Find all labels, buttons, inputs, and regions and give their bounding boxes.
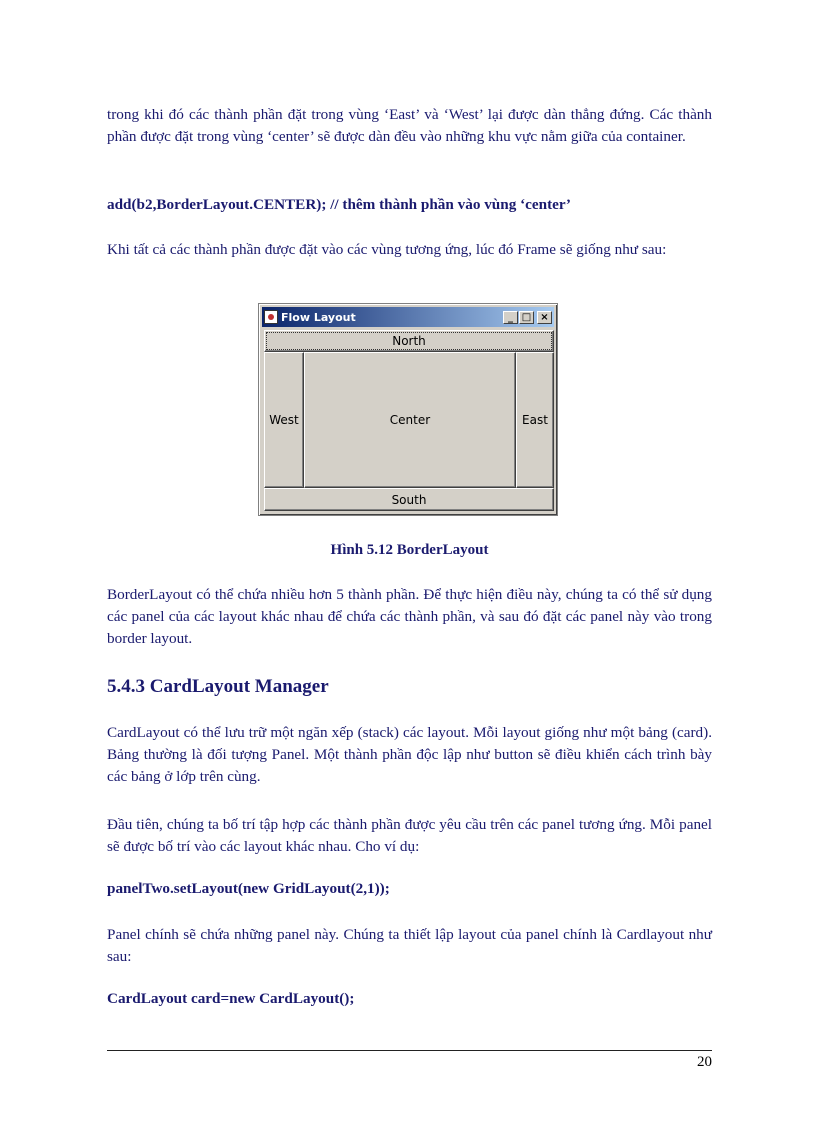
- java-app-icon: [264, 310, 278, 324]
- paragraph-panels-setup: Đầu tiên, chúng ta bố trí tập hợp các thành phần được yêu cầu trên các panel tương ứng. Mỗi panel sẽ được bố trí vào các layout khác nhau. Cho ví dụ:: [107, 816, 712, 855]
- south-button[interactable]: South: [264, 488, 554, 511]
- borderlayout-figure-window: [258, 303, 558, 516]
- paragraph-frame-intro: Khi tất cả các thành phần được đặt vào các vùng tương ứng, lúc đó Frame sẽ giống như sau:: [107, 241, 667, 258]
- paragraph-cardlayout-intro: CardLayout có thể lưu trữ một ngăn xếp (stack) các layout. Mỗi layout giống như một bảng (card). Bảng thường là đối tượng Panel. Một thành phần độc lập như button sẽ điều khiển cách trình bày các bảng ở lớp trên cùng.: [107, 724, 712, 785]
- figure-caption: Hình 5.12 BorderLayout: [330, 542, 489, 558]
- code-cardlayout: CardLayout card=new CardLayout();: [107, 990, 355, 1007]
- west-button[interactable]: West: [264, 352, 304, 488]
- code-add-center: add(b2,BorderLayout.CENTER); // thêm thành phần vào vùng ‘center’: [107, 196, 571, 213]
- paragraph-borderlayout-panels: BorderLayout có thể chứa nhiều hơn 5 thành phần. Để thực hiện điều này, chúng ta có thể sử dụng các panel của các layout khác nhau để chứa các thành phần, và sau đó đặt các panel này vào trong border layout.: [107, 586, 712, 647]
- paragraph-east-west: trong khi đó các thành phần đặt trong vùng ‘East’ và ‘West’ lại được dàn thẳng đứng. Các thành phần được đặt trong vùng ‘center’ sẽ được dàn đều vào những khu vực nằm giữa của container.: [107, 106, 712, 145]
- paragraph-main-panel: Panel chính sẽ chứa những panel này. Chúng ta thiết lập layout của panel chính là Cardlayout như sau:: [107, 926, 712, 965]
- document-page: [107, 0, 712, 1123]
- code-gridlayout: panelTwo.setLayout(new GridLayout(2,1));: [107, 880, 390, 897]
- maximize-button[interactable]: □: [519, 311, 534, 324]
- north-button[interactable]: North: [264, 330, 554, 352]
- center-button[interactable]: Center: [304, 352, 516, 488]
- window-title: Flow Layout: [281, 310, 356, 324]
- minimize-button[interactable]: _: [503, 311, 518, 324]
- page-number: 20: [697, 1054, 712, 1070]
- footer-divider: [107, 1050, 712, 1051]
- close-button[interactable]: ×: [537, 311, 552, 324]
- section-heading: 5.4.3 CardLayout Manager: [107, 676, 329, 697]
- east-button[interactable]: East: [516, 352, 554, 488]
- window-titlebar: [262, 307, 554, 327]
